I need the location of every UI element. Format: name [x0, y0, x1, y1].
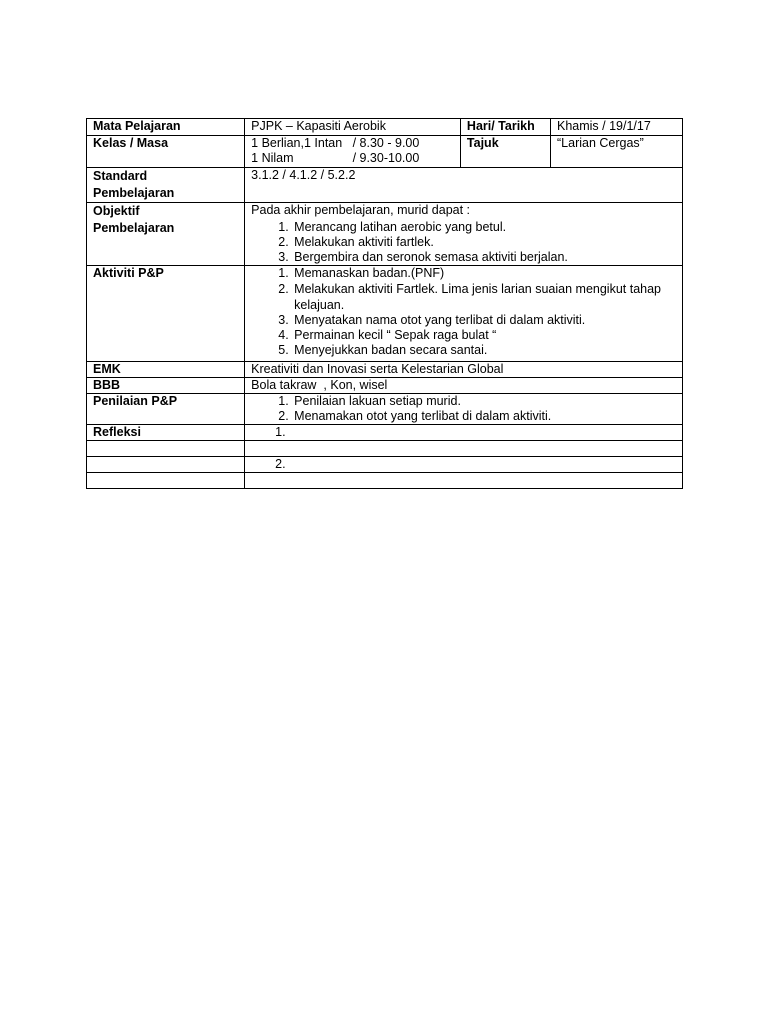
- row-bbb: [87, 378, 683, 394]
- objective-label: [87, 203, 245, 266]
- row-activity: [87, 266, 683, 362]
- row-class: [87, 136, 683, 168]
- empty-cell: [245, 441, 683, 457]
- list-item: 1. Merancang latihan aerobic yang betul.: [292, 220, 682, 235]
- assessment-list: [251, 394, 682, 424]
- objective-label-line-2: Pembelajaran: [93, 221, 175, 235]
- objective-intro: Pada akhir pembelajaran, murid dapat :: [251, 203, 471, 217]
- topic-value: “Larian Cergas”: [551, 136, 683, 168]
- list-item: 2. Menamakan otot yang terlibat di dalam aktiviti.: [292, 409, 682, 424]
- standard-value: 3.1.2 / 4.1.2 / 5.2.2: [245, 168, 683, 203]
- topic-label: Tajuk: [460, 136, 550, 168]
- standard-label-line-2: Pembelajaran: [93, 186, 175, 200]
- emk-label: EMK: [87, 362, 245, 378]
- empty-cell: [245, 473, 683, 489]
- assessment-label: Penilaian P&P: [87, 394, 245, 425]
- standard-label: [87, 168, 245, 203]
- activity-list: [251, 266, 682, 358]
- row-assessment: [87, 394, 683, 425]
- class-line-2: 1 Nilam / 9.30-10.00: [251, 151, 420, 165]
- class-label: Kelas / Masa: [87, 136, 245, 168]
- list-item: 1. Penilaian lakuan setiap murid.: [292, 394, 682, 409]
- activity-value: [245, 266, 683, 362]
- row-reflection-blank-2: [87, 473, 683, 489]
- class-line-1: 1 Berlian,1 Intan / 8.30 - 9.00: [251, 136, 420, 150]
- subject-label: Mata Pelajaran: [87, 119, 245, 136]
- reflection-label: Refleksi: [87, 425, 245, 441]
- bbb-value: Bola takraw , Kon, wisel: [245, 378, 683, 394]
- row-reflection-1: [87, 425, 683, 441]
- list-item: 3. Bergembira dan seronok semasa aktiviti berjalan.: [292, 250, 682, 265]
- reflection-item-1: 1.: [245, 425, 683, 441]
- empty-cell: [87, 473, 245, 489]
- assessment-value: [245, 394, 683, 425]
- emk-value: Kreativiti dan Inovasi serta Kelestarian Global: [245, 362, 683, 378]
- subject-value: PJPK – Kapasiti Aerobik: [245, 119, 461, 136]
- list-item: 2. Melakukan aktiviti Fartlek. Lima jenis larian suaian mengikut tahap kelajuan.: [292, 281, 678, 313]
- list-item: 1. Memanaskan badan.(PNF): [292, 266, 678, 281]
- row-subject: [87, 119, 683, 136]
- row-reflection-blank-1: [87, 441, 683, 457]
- row-reflection-2: [87, 457, 683, 473]
- empty-cell: [87, 441, 245, 457]
- objective-value: [245, 203, 683, 266]
- day-label: Hari/ Tarikh: [460, 119, 550, 136]
- list-item: 3. Menyatakan nama otot yang terlibat di dalam aktiviti.: [292, 313, 678, 328]
- list-item: 4. Permainan kecil “ Sepak raga bulat “: [292, 328, 678, 343]
- row-emk: [87, 362, 683, 378]
- activity-label: Aktiviti P&P: [87, 266, 245, 362]
- reflection-item-2: 2.: [245, 457, 683, 473]
- day-value: Khamis / 19/1/17: [551, 119, 683, 136]
- objective-list: [251, 220, 682, 265]
- empty-cell: [87, 457, 245, 473]
- lesson-plan-table: [86, 118, 683, 489]
- list-item: 2. Melakukan aktiviti fartlek.: [292, 235, 682, 250]
- row-standard: [87, 168, 683, 203]
- bbb-label: BBB: [87, 378, 245, 394]
- objective-label-line-1: Objektif: [93, 204, 140, 218]
- row-objective: [87, 203, 683, 266]
- standard-label-line-1: Standard: [93, 169, 148, 183]
- class-value: [245, 136, 461, 168]
- list-item: 5. Menyejukkan badan secara santai.: [292, 343, 678, 358]
